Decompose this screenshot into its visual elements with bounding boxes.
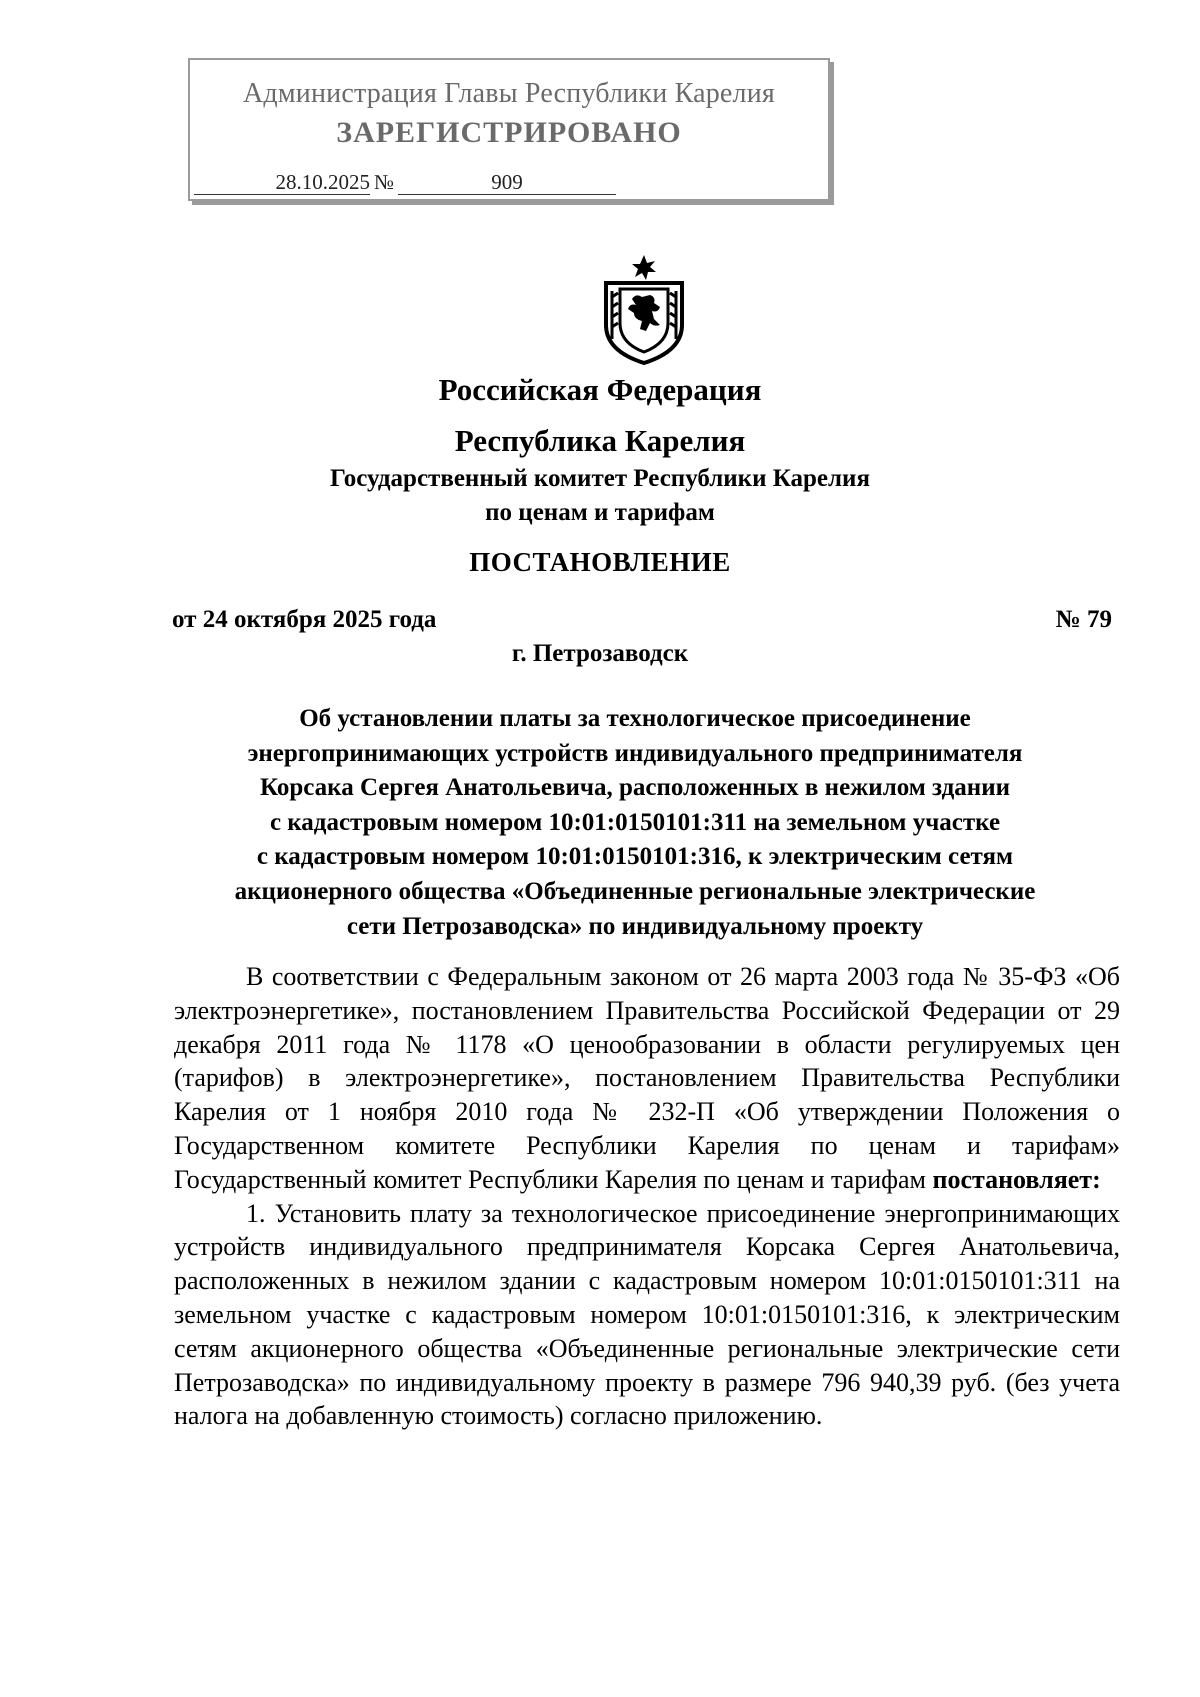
subject-line: акционерного общества «Объединенные региональные электрические <box>234 877 1036 905</box>
item-1-paragraph: 1. Установить плату за технологическое присоединение энергопринимающих устройств индивидуального предпринимателя Корсака Сергея Анатольевича, расположенных в нежилом здании с кадастровым номером 10:01:0150101:311 на земельном участке с кадастровым номером 10:01:0150101:316, к электрическим сетям акционерного общества «Объединенные региональные электрические сети Петрозаводска» по индивидуальному проекту в размере 796 940,39 руб. (без учета налога на добавленную стоимость) согласно приложению. <box>174 1198 1120 1431</box>
registration-stamp <box>188 58 830 201</box>
document-subject <box>160 702 1110 944</box>
subject-line: Корсака Сергея Анатольевича, расположенных в нежилом здании <box>259 774 1010 802</box>
preamble-paragraph <box>174 960 1120 1197</box>
subject-line: сети Петрозаводска» по индивидуальному проекту <box>346 912 924 940</box>
republic-heading: Республика Карелия <box>454 423 746 458</box>
stamp-date: 28.10.2025 <box>194 170 370 195</box>
country-heading: Российская Федерация <box>438 372 762 407</box>
stamp-number-sign: № <box>374 170 395 194</box>
document-date: от 24 октября 2025 года <box>172 606 437 633</box>
stamp-number: 909 <box>398 170 616 195</box>
stamp-status: ЗАРЕГИСТРИРОВАНО <box>336 116 682 149</box>
document-type: ПОСТАНОВЛЕНИЕ <box>469 547 731 577</box>
committee-heading <box>0 462 1200 530</box>
subject-line: с кадастровым номером 10:01:0150101:311 на земельном участке <box>269 808 1001 836</box>
stamp-organization: Администрация Главы Республики Карелия <box>243 78 775 109</box>
preamble-text: В соответствии с Федеральным законом от 26 марта 2003 года № 35-ФЗ «Об электроэнергетике», постановлением Правительства Российской Федерации от 29 декабря 2011 года № 1178 «О ценообразовании в области регулируемых цен (тарифов) в электроэнергетике», постановлением Правительства Республики Карелия от 1 ноября 2010 года № 232-П «Об утверждении Положения о Государственном комитете Республики Карелия по ценам и тарифам» Государственный комитет Республики Карелия по ценам и тарифам <box>174 962 1120 1194</box>
subject-line: с кадастровым номером 10:01:0150101:316, к электрическим сетям <box>256 843 1014 871</box>
committee-line-1: Государственный комитет Республики Карелия <box>330 465 870 492</box>
resolves-word: постановляет: <box>932 1164 1101 1194</box>
document-city: г. Петрозаводск <box>511 640 689 667</box>
subject-line: Об установлении платы за технологическое присоединение <box>299 705 971 732</box>
committee-line-2: по ценам и тарифам <box>485 499 715 526</box>
karelia-coat-of-arms-icon <box>598 253 690 365</box>
subject-line: энергопринимающих устройств индивидуального предпринимателя <box>247 739 1023 767</box>
document-body <box>174 960 1120 1433</box>
document-number: № 79 <box>1055 606 1112 633</box>
